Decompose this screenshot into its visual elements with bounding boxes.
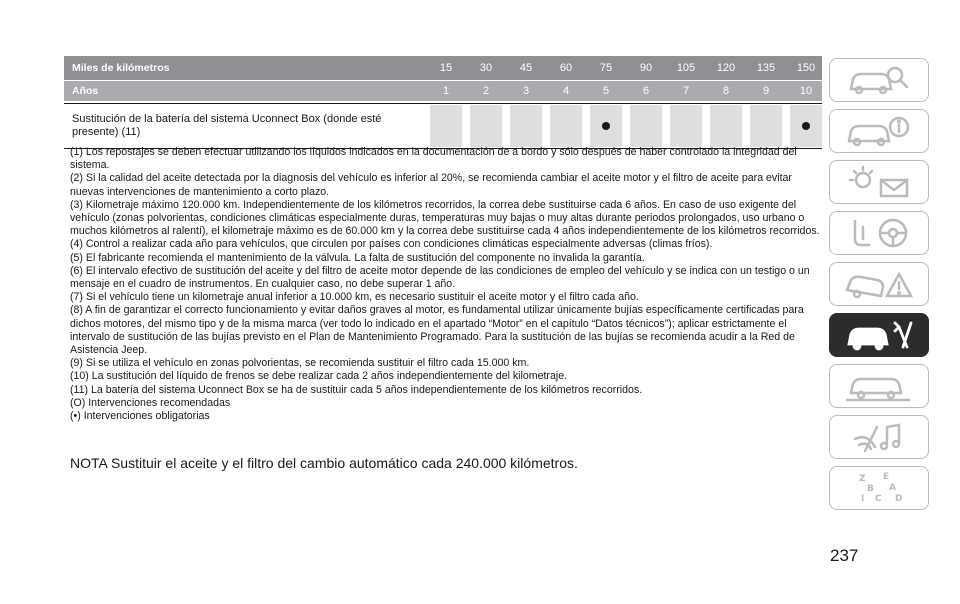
footnote: (3) Kilometraje máximo 120.000 km. Independientemente de los kilómetros recorridos, la correa debe sustituirse cada 6 años. En caso de uso exigente del vehículo (zonas polvorientas, condiciones climáticas especialmente duras, temperaturas muy bajas o muy altas durante periodos prolongados, uso urbano o muchos kilómetros al ralentí), el kilometraje máximo es de 60.000 km y la correa debe sustituirse cada 4 años independientemente de los kilómetros recorridos. (70, 198, 820, 238)
tab-car-specs[interactable] (829, 364, 929, 408)
year-cell: 7 (682, 85, 690, 97)
service-mark-cell (550, 105, 582, 147)
km-cell: 30 (479, 62, 493, 74)
footnote: (7) Si el vehículo tiene un kilometraje anual inferior a 10.000 km, es necesario sustituir el aceite motor y el filtro cada año. (70, 291, 639, 304)
svg-text:E: E (883, 472, 890, 482)
tab-car-maintenance[interactable] (829, 313, 929, 357)
multimedia-icon (837, 419, 921, 455)
service-mark-cell (670, 105, 702, 147)
mandatory-dot-icon (602, 122, 610, 130)
footnote: (2) Si la calidad del aceite detectada por la diagnosis del vehículo es inferior al 20%, se recomienda cambiar el aceite motor y el filtro de aceite para evitar nuevas intervenciones de mantenimiento a corto plazo. (70, 172, 792, 198)
car-breakdown-icon (837, 266, 921, 302)
service-mark-cell (790, 105, 822, 147)
km-cell: 75 (599, 62, 613, 74)
service-mark-cell (430, 105, 462, 147)
svg-text:Z: Z (859, 474, 866, 484)
index-abc-icon (837, 470, 921, 506)
tab-seat-steering[interactable] (829, 211, 929, 255)
page-number: 237 (830, 546, 859, 565)
km-cell: 45 (519, 62, 533, 74)
km-header-label: Miles de kilómetros (72, 62, 170, 74)
km-cell: 150 (796, 62, 816, 74)
km-cell: 105 (676, 62, 696, 74)
tab-multimedia[interactable] (829, 415, 929, 459)
year-cell: 2 (482, 85, 490, 97)
service-mark-cell (470, 105, 502, 147)
seat-steering-icon (837, 215, 921, 251)
year-cell: 10 (799, 85, 813, 97)
footnote: (4) Control a realizar cada año para vehículos, que circulen por países con condiciones climáticas especialmente adversas (climas fríos). (70, 238, 713, 251)
year-cell: 9 (762, 85, 770, 97)
mandatory-dot-icon (802, 122, 810, 130)
year-cell: 6 (642, 85, 650, 97)
footnote: (5) El fabricante recomienda el mantenimiento de la válvula. La falta de sustitución del componente no invalida la garantía. (70, 251, 645, 264)
car-specs-icon (837, 368, 921, 404)
footnote: (1) Los repostajes se deben efectuar utilizando los líquidos indicados en la documentación de a bordo y sólo después de haber controlado la integridad del sistema. (70, 146, 797, 172)
footnote: (11) La batería del sistema Uconnect Box se ha de sustituir cada 5 años independientemente de los kilómetros recorridos. (70, 383, 643, 396)
service-mark-cell (750, 105, 782, 147)
service-label: Sustitución de la batería del sistema Uconnect Box (donde esté presente) (11) (72, 113, 382, 138)
year-cell: 3 (522, 85, 530, 97)
car-search-icon (837, 62, 921, 98)
year-cell: 1 (442, 85, 450, 97)
km-header-row (64, 56, 822, 80)
car-info-icon (837, 113, 921, 149)
footnotes (70, 146, 828, 423)
service-marks (430, 105, 822, 147)
km-values (430, 62, 822, 74)
svg-text:A: A (889, 483, 896, 493)
year-cell: 8 (722, 85, 730, 97)
year-cell: 4 (562, 85, 570, 97)
footnote: (O) Intervenciones recomendadas (70, 396, 231, 409)
svg-text:C: C (875, 494, 882, 504)
km-cell: 135 (756, 62, 776, 74)
nota-text: NOTA Sustituir el aceite y el filtro del cambio automático cada 240.000 kilómetros. (70, 455, 578, 471)
km-cell: 15 (439, 62, 453, 74)
footnote: (10) La sustitución del líquido de frenos se debe realizar cada 2 años independientemente del kilometraje. (70, 370, 568, 383)
service-row (64, 103, 822, 149)
svg-text:B: B (867, 484, 874, 494)
km-cell: 60 (559, 62, 573, 74)
maintenance-table (64, 56, 822, 149)
footnote: (6) El intervalo efectivo de sustitución del aceite y del filtro de aceite motor depende de las condiciones de empleo del vehículo y se indica con un testigo o un mensaje en el cuadro de instrumentos. En cualquier caso, no debe superar 1 año. (70, 264, 810, 291)
svg-text:I: I (861, 494, 865, 504)
service-mark-cell (710, 105, 742, 147)
year-cell: 5 (602, 85, 610, 97)
years-header-row (64, 80, 822, 101)
chapter-tabs (829, 58, 933, 517)
tab-warning-lights[interactable] (829, 160, 929, 204)
warning-lights-icon (837, 164, 921, 200)
tab-index[interactable] (829, 466, 929, 510)
car-maintenance-icon (837, 317, 921, 353)
footnote: (9) Si se utiliza el vehículo en zonas polvorientas, se recomienda sustituir el filtro cada 15.000 km. (70, 357, 530, 370)
km-cell: 120 (716, 62, 736, 74)
service-mark-cell (590, 105, 622, 147)
service-mark-cell (630, 105, 662, 147)
years-header-label: Años (72, 85, 99, 97)
tab-car-breakdown[interactable] (829, 262, 929, 306)
footnote: (8) A fin de garantizar el correcto funcionamiento y evitar daños graves al motor, es fundamental utilizar únicamente bujías específicamente certificadas para dichos motores, del mismo tipo y de la misma marca (ver todo lo indicado en el apartado “Motor” en el capítulo “Datos técnicos”); aplicar estrictamente el intervalo de sustitución de las bujías previsto en el Plan de Mantenimiento Programado. Para la sustitución de las bujías se recomienda acudir a la Red de Asistencia Jeep. (70, 304, 804, 357)
km-cell: 90 (639, 62, 653, 74)
service-mark-cell (510, 105, 542, 147)
footnote: (•) Intervenciones obligatorias (70, 410, 210, 423)
year-values (430, 85, 822, 97)
tab-car-search[interactable] (829, 58, 929, 102)
svg-text:D: D (895, 494, 903, 504)
tab-car-info[interactable] (829, 109, 929, 153)
